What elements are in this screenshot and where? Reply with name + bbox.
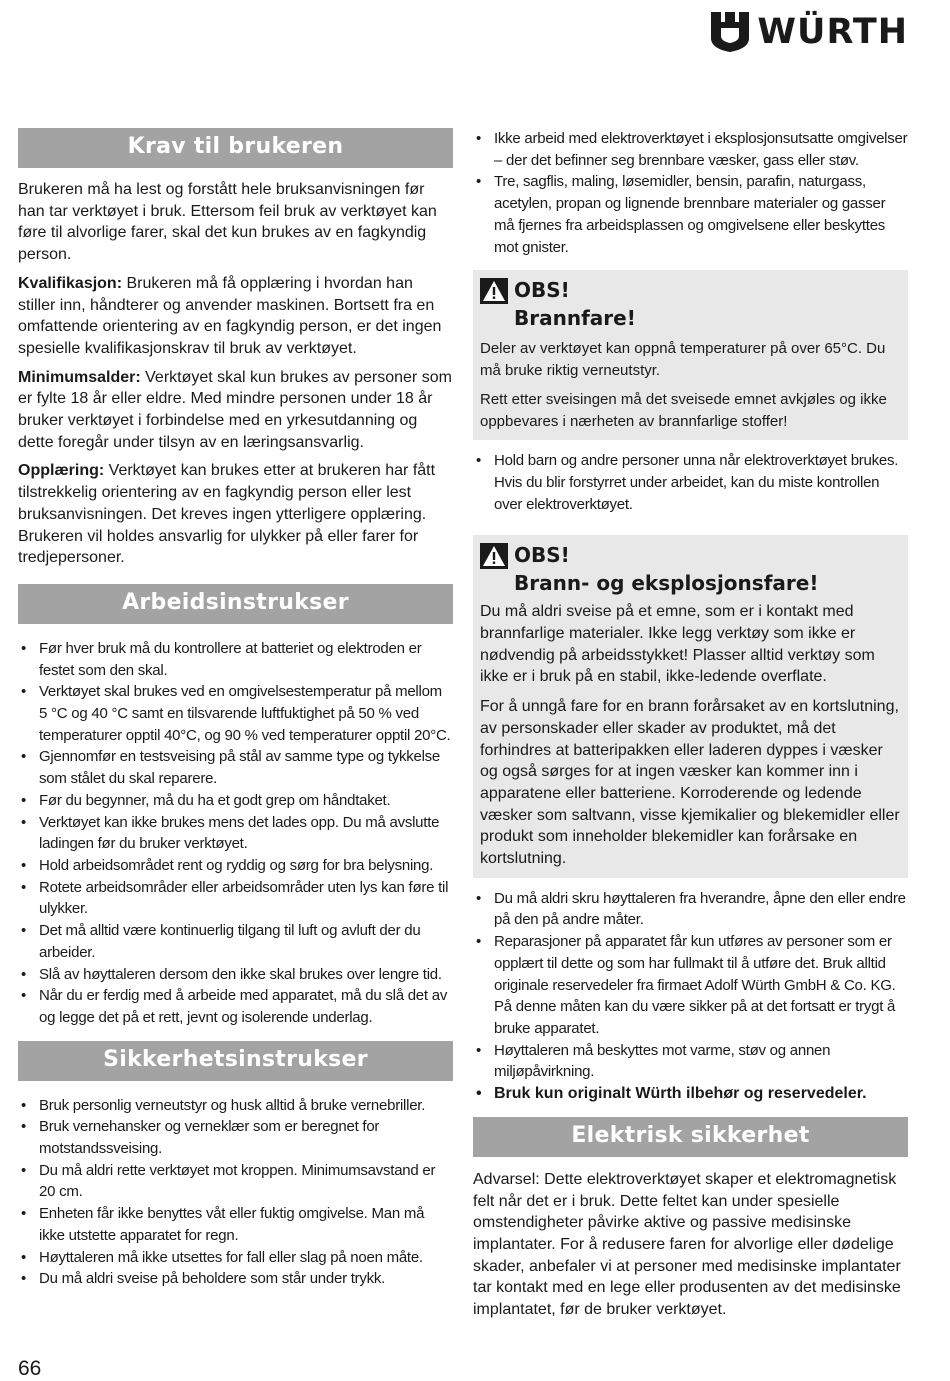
list-item: • Slå av høyttaleren dersom den ikke skal brukes over lengre tid.: [18, 964, 453, 986]
list-item: • Tre, sagflis, maling, løsemidler, bensin, parafin, naturgass, acetylen, propan og lignende brennbare materialer og gasser må fjernes fra arbeidsplassen og omgivelsene eller beskyttes mot gnister.: [473, 171, 908, 258]
minimumsalder-text: Verktøyet skal kun brukes av personer som er fylte 18 år eller eldre. Med mindre personen under 18 år bruker verktøyet i forbindelse med en yrkesutdanning og dette foregår under tilsyn av en læringsansvarlig.: [18, 368, 452, 451]
wuerth-logo-icon: [711, 12, 749, 52]
list-item: • Ikke arbeid med elektroverktøyet i eksplosjonsutsatte omgivelser – der det befinner seg brennbare væsker, gass eller støv.: [473, 128, 908, 171]
left-column: [18, 128, 453, 1290]
krav-opplaering: [18, 460, 453, 569]
list-item: • Reparasjoner på apparatet får kun utføres av personer som er opplært til dette og som har fullmakt til å utføre det. Bruk alltid originale reservedeler fra firmaet Adolf Würth GmbH & Co. KG. På denne måten kan du være sikker på at det fortsatt er trygt å bruke apparatet.: [473, 931, 908, 1040]
warning-title-line2: Brannfare!: [514, 306, 636, 331]
warning-text: Deler av verktøyet kan oppnå temperaturer på over 65°C. Du må bruke riktig verneutstyr.: [480, 340, 886, 379]
warning-text: Rett etter sveisingen må det sveisede emnet avkjøles og ikke oppbevares i nærheten av brannfarlige stoffer!: [480, 391, 887, 430]
list-item: • Du må aldri rette verktøyet mot kroppen. Minimumsavstand er 20 cm.: [18, 1160, 453, 1203]
elektrisk-text: Advarsel: Dette elektroverktøyet skaper et elektromagnetisk felt når det er i bruk. Dette feltet kan under spesielle omstendigheter påvirke aktive og passive medisinske implantater. For å redusere faren for alvorlige eller dødelige skader, anbefaler vi at personer med medisinske implantater tar kontakt med en lege eller produsenten av det medisinske implantatet, før de bruker verktøyet.: [473, 1170, 901, 1319]
section-title-elektrisk: Elektrisk sikkerhet: [473, 1117, 908, 1157]
wuerth-logo: [711, 12, 908, 52]
list-item: • Verktøyet skal brukes ved en omgivelsestemperatur på mellom 5 °C og 40 °C samt en tilsvarende luftfuktighet på 50 % ved temperaturer opptil 40°C, og 90 % ved temperaturer opptil 20°C.: [18, 681, 453, 746]
brand-name: WÜRTH: [757, 12, 908, 52]
warning-title-line1: OBS!: [514, 543, 570, 568]
warning-triangle-icon: [480, 278, 508, 304]
kvalifikasjon-text: Brukeren må få opplæring i hvordan han stiller inn, håndterer og anvender maskinen. Bortsett fra en omfattende orientering av en fagkyndig person, er det ingen spesielle kvalifikasjonskrav til bruk av verktøyet.: [18, 274, 442, 357]
krav-kvalifikasjon: [18, 273, 453, 360]
section-title-arbeid: Arbeidsinstrukser: [18, 584, 453, 624]
minimumsalder-label: Minimumsalder:: [18, 368, 141, 386]
section-title-sikkerhet: Sikkerhetsinstrukser: [18, 1041, 453, 1081]
page-number: 66: [18, 1357, 42, 1380]
arbeid-list: [18, 638, 453, 1029]
warning-title-line2: Brann- og eksplosjonsfare!: [514, 571, 819, 596]
children-list: [473, 450, 908, 515]
krav-intro: Brukeren må ha lest og forstått hele bruksanvisningen før han tar verktøyet i bruk. Ettersom feil bruk av verktøyet kan føre til alvorlige farer, skal det kun brukes av en fagkyndig person.: [18, 181, 437, 264]
list-item: • Verktøyet kan ikke brukes mens det lades opp. Du må avslutte ladingen før du bruker verktøyet.: [18, 812, 453, 855]
list-item-bold: • Bruk kun originalt Würth ilbehør og reservedeler.: [473, 1083, 908, 1105]
warning-text: For å unngå fare for en brann forårsaket av en kortslutning, av personskader eller skader av produktet, må det forhindres at batteripakken eller laderen dyppes i væsker og også sørges for at ingen væsker kan kommer inn i apparatene eller batteriene. Korroderende og ledende væsker som saltvann, visse kjemikalier og blekemidler eller produkt som inneholder blekemidler kan forårsake en kortslutning.: [480, 698, 900, 868]
list-item: • Du må aldri skru høyttaleren fra hverandre, åpne den eller endre på den på andre måter.: [473, 888, 908, 931]
list-item: • Hold barn og andre personer unna når elektroverktøyet brukes. Hvis du blir forstyrret under arbeidet, kan du miste kontrollen over elektroverktøyet.: [473, 450, 908, 515]
list-item: • Bruk personlig verneutstyr og husk alltid å bruke vernebriller.: [18, 1095, 453, 1117]
warning-box-brann-eksplosjon: [473, 535, 908, 877]
warning-text: Du må aldri sveise på et emne, som er i kontakt med brannfarlige materialer. Ikke legg verktøy som ikke er nødvendig på arbeidsstykket! Plasser alltid verktøy som ikke er i bruk på en stabil, ikke-ledende overflate.: [480, 603, 875, 686]
list-item: • Bruk vernehansker og verneklær som er beregnet for motstandssveising.: [18, 1116, 453, 1159]
krav-minimumsalder: [18, 367, 453, 454]
warning-triangle-icon: [480, 543, 508, 569]
list-item: • Før du begynner, må du ha et godt grep om håndtaket.: [18, 790, 453, 812]
warning-title-line1: OBS!: [514, 278, 570, 303]
kvalifikasjon-label: Kvalifikasjon:: [18, 274, 123, 292]
opplaering-label: Opplæring:: [18, 462, 105, 480]
list-item: • Når du er ferdig med å arbeide med apparatet, må du slå det av og legge det på et rett, jevnt og isolerende underlag.: [18, 985, 453, 1028]
list-item: • Du må aldri sveise på beholdere som står under trykk.: [18, 1268, 453, 1290]
warning-box-brannfare: [473, 270, 908, 440]
list-item: • Det må alltid være kontinuerlig tilgang til luft og avluft der du arbeider.: [18, 920, 453, 963]
warning-title: [514, 541, 818, 597]
list-item: • Rotete arbeidsområder eller arbeidsområder uten lys kan føre til ulykker.: [18, 877, 453, 920]
list-item: • Høyttaleren må ikke utsettes for fall eller slag på noen måte.: [18, 1247, 453, 1269]
warning-header: [480, 276, 902, 332]
warning-title: [514, 276, 636, 332]
list-item: • Høyttaleren må beskyttes mot varme, støv og annen miljøpåvirkning.: [473, 1040, 908, 1083]
warning-header: [480, 541, 902, 597]
right-column: [473, 128, 908, 1321]
sikkerhet-list: [18, 1095, 453, 1290]
opplaering-text: Verktøyet kan brukes etter at brukeren har fått tilstrekkelig orientering av en fagkyndig person eller lest bruksanvisningen. Det kreves ingen ytterligere opplæring. Brukeren vil holdes ansvarlig for ulykker på eller farer for tredjepersoner.: [18, 462, 436, 567]
list-item: • Hold arbeidsområdet rent og ryddig og sørg for bra belysning.: [18, 855, 453, 877]
explosive-list: [473, 128, 908, 258]
list-item: • Før hver bruk må du kontrollere at batteriet og elektroden er festet som den skal.: [18, 638, 453, 681]
list-item: • Gjennomfør en testsveising på stål av samme type og tykkelse som stålet du skal reparere.: [18, 746, 453, 789]
list-item: • Enheten får ikke benyttes våt eller fuktig omgivelse. Man må ikke utstette apparatet for regn.: [18, 1203, 453, 1246]
repair-list: [473, 888, 908, 1105]
section-title-krav: Krav til brukeren: [18, 128, 453, 168]
